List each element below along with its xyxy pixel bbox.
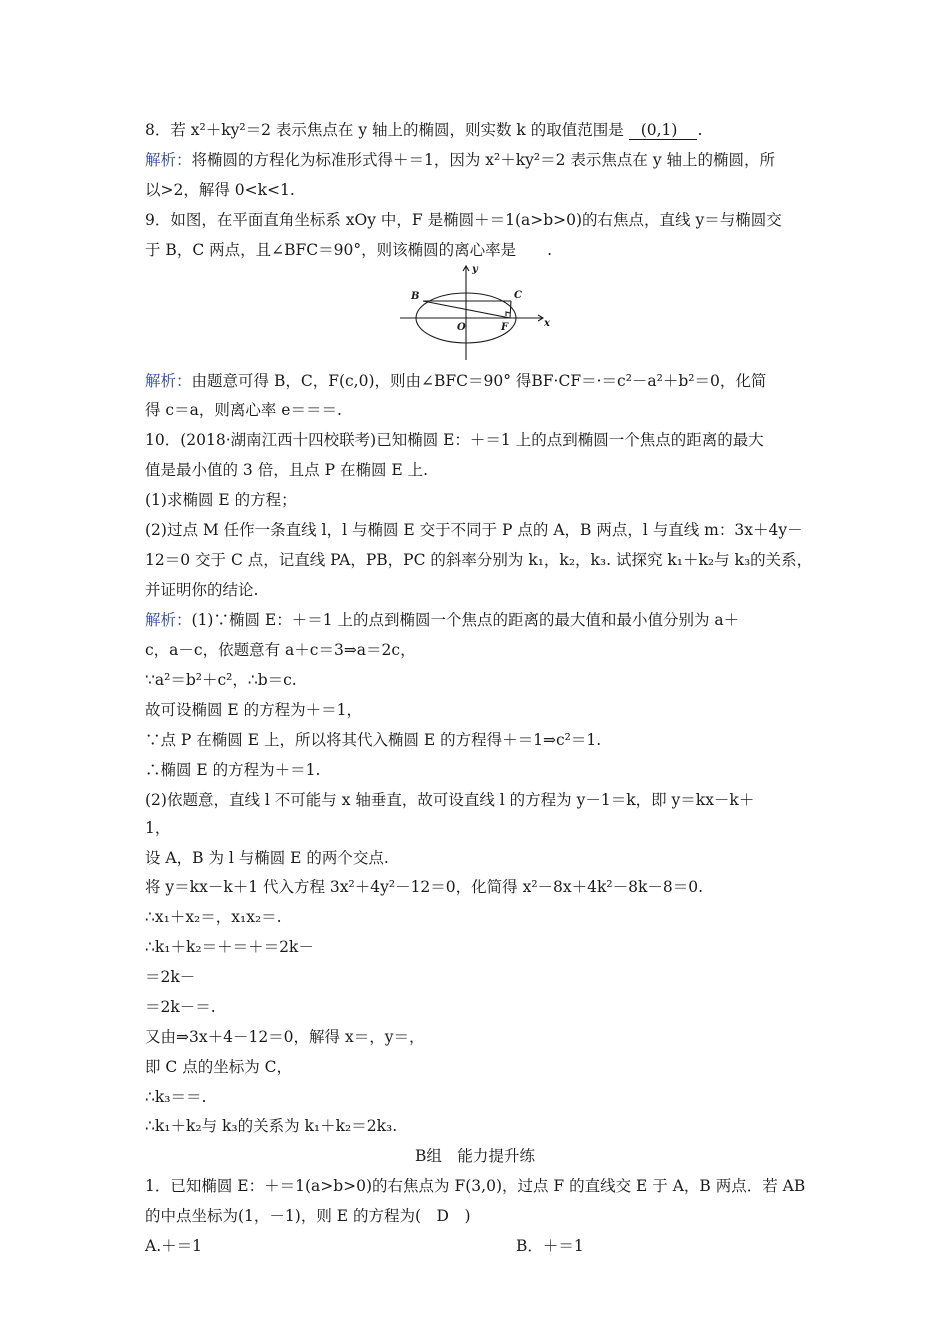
solution-label: 解析： <box>145 372 192 390</box>
ellipse-figure <box>395 260 555 362</box>
solution-line: 解析：由题意可得 B，C，F(c,0)，则由∠BFC＝90° 得BF·CF＝·＝c²－a²＋b²＝0，化简 <box>145 372 767 390</box>
text-line: ∴k₁＋k₂与 k₃的关系为 k₁＋k₂＝2k₃. <box>145 1117 398 1135</box>
text-line: 值是最小值的 3 倍，且点 P 在椭圆 E 上. <box>145 461 429 479</box>
text-line: 即 C 点的坐标为 C， <box>145 1058 293 1076</box>
text-line: (1)求椭圆 E 的方程； <box>145 491 297 509</box>
text-line: 的中点坐标为(1，－1)，则 E 的方程为( D ) <box>145 1207 471 1225</box>
right-angle-mark <box>506 312 510 316</box>
text-line: 以>2，解得 0<k<1. <box>145 181 295 199</box>
origin-label: O <box>457 322 466 333</box>
option-b: B．＋＝1 <box>516 1237 584 1255</box>
solution-label: 解析： <box>145 611 192 629</box>
option-a: A.＋＝1 <box>145 1237 202 1255</box>
text-line: 1， <box>145 819 171 837</box>
problem-b1-line: 1．已知椭圆 E：＋＝1(a>b>0)的右焦点为 F(3,0)，过点 F 的直线交 E 于 A，B 两点．若 AB <box>145 1177 806 1195</box>
text-line: 并证明你的结论. <box>145 581 259 599</box>
text-line: ∵点 P 在椭圆 E 上，所以将其代入椭圆 E 的方程得＋＝1⇒c²＝1. <box>145 731 602 749</box>
text-line: 设 A，B 为 l 与椭圆 E 的两个交点. <box>145 849 389 867</box>
text-line: 将 y＝kx－k＋1 代入方程 3x²＋4y²－12＝0，化简得 x²－8x＋4k²－8k－8＝0. <box>145 878 704 896</box>
text-line: c，a－c，依题意有 a＋c＝3⇒a＝2c， <box>145 641 416 659</box>
segment-cf <box>510 301 511 318</box>
problem-10-line: 10．(2018·湖南江西十四校联考)已知椭圆 E：＋＝1 上的点到椭圆一个焦点的距离的最大 <box>145 431 764 449</box>
point-b-label: B <box>411 291 420 302</box>
x-label: x <box>544 318 550 329</box>
problem-9-line: 9．如图，在平面直角坐标系 xOy 中，F 是椭圆＋＝1(a>b>0)的右焦点，直线 y＝与椭圆交 <box>145 211 782 229</box>
text-line: 12＝0 交于 C 点，记直线 PA，PB，PC 的斜率分别为 k₁，k₂，k₃. 试探究 k₁＋k₂与 k₃的关系， <box>145 551 813 569</box>
text-line: 于 B，C 两点，且∠BFC＝90°，则该椭圆的离心率是 . <box>145 241 552 259</box>
solution-line: 解析：(1)∵椭圆 E：＋＝1 上的点到椭圆一个焦点的距离的最大值和最小值分别为 a＋ <box>145 611 740 629</box>
text-line: 得 c＝a，则离心率 e＝＝＝. <box>145 401 342 419</box>
text-line: 又由⇒3x＋4－12＝0，解得 x＝，y＝， <box>145 1028 425 1046</box>
point-c-label: C <box>514 290 522 301</box>
text-line: ∴k₃＝＝. <box>145 1088 207 1106</box>
text-line: ＝2k－ <box>145 968 196 986</box>
text-line: (2)依题意，直线 l 不可能与 x 轴垂直，故可设直线 l 的方程为 y－1＝k，即 y＝kx－k＋ <box>145 791 755 809</box>
text-line: ∵a²＝b²＋c²，∴b＝c. <box>145 671 297 689</box>
text-line: ∴椭圆 E 的方程为＋＝1. <box>145 761 321 779</box>
point-f-label: F <box>501 322 509 333</box>
y-label: y <box>472 264 478 275</box>
answer-blank: (0,1) <box>629 122 698 140</box>
solution-label: 解析： <box>145 151 192 169</box>
text-line: ＝2k－＝. <box>145 998 216 1016</box>
text-line: (2)过点 M 任作一条直线 l，l 与椭圆 E 交于不同于 P 点的 A，B 两点，l 与直线 m：3x＋4y－ <box>145 521 803 539</box>
text-line: 故可设椭圆 E 的方程为＋＝1， <box>145 701 363 719</box>
solution-line: 解析：将椭圆的方程化为标准形式得＋＝1，因为 x²＋ky²＝2 表示焦点在 y 轴上的椭圆，所 <box>145 151 776 169</box>
section-heading: B组 能力提升练 <box>415 1147 535 1165</box>
text-line: ∴x₁＋x₂＝，x₁x₂＝. <box>145 908 282 926</box>
text-line: ∴k₁＋k₂＝＋＝＋＝2k－ <box>145 938 314 956</box>
problem-8-line: 8．若 x²＋ky²＝2 表示焦点在 y 轴上的椭圆，则实数 k 的取值范围是 (0,1) . <box>145 121 703 139</box>
